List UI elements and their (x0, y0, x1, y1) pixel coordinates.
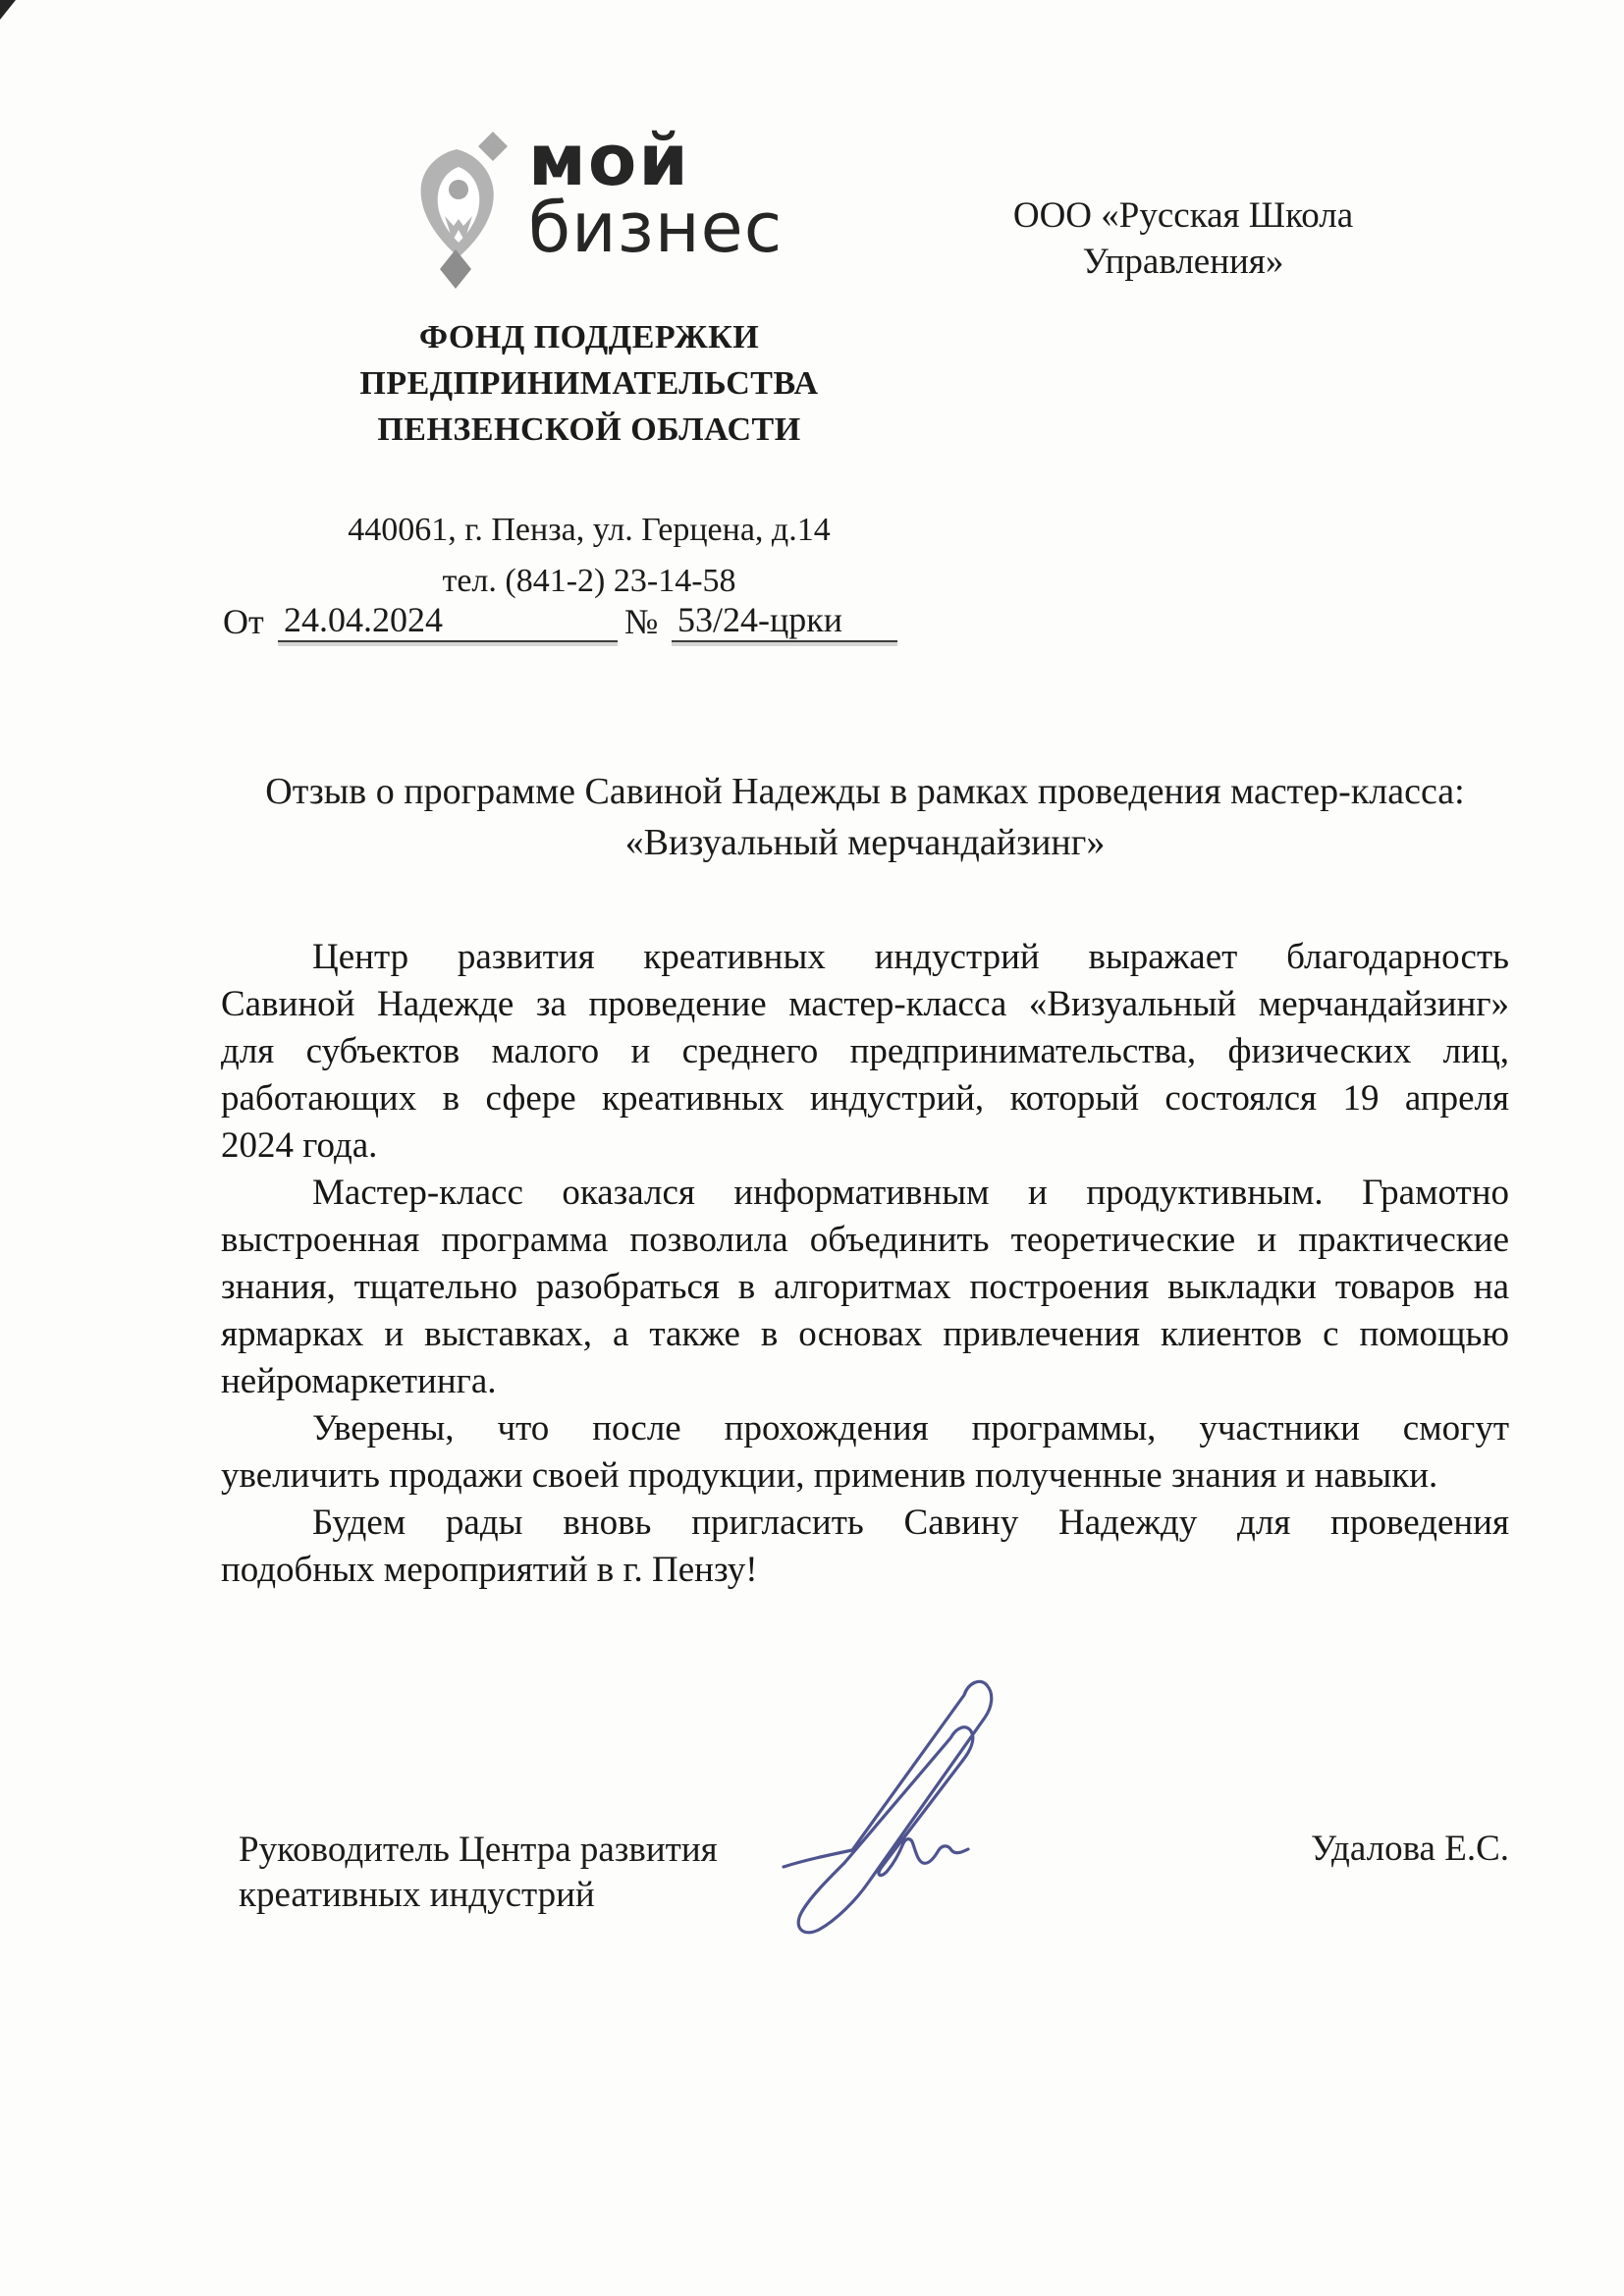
sender-name-line-2: ПРЕДПРИНИМАТЕЛЬСТВА (359, 365, 819, 402)
document-title-line-1: Отзыв о программе Савиной Надежды в рамках проведения мастер-класса: (265, 771, 1465, 812)
signer-role (239, 1828, 718, 1918)
signer-name: Удалова Е.С. (1311, 1829, 1509, 1869)
handwritten-signature (758, 1663, 1033, 1957)
logo-word-moy: мой (528, 119, 690, 201)
signer-role-line-1: Руководитель Центра развития (239, 1830, 718, 1870)
body-line: подобных мероприятий в г. Пензу! (221, 1550, 758, 1590)
body-line: ярмарках и выставках, а также в основах привлечения клиентов с помощью (221, 1314, 1509, 1354)
recipient-block (972, 192, 1394, 285)
sender-name-line-3: ПЕНЗЕНСКОЙ ОБЛАСТИ (377, 411, 801, 448)
reference-line (0, 601, 1624, 648)
body-line: Мастер-класс оказался информативным и продуктивным. Грамотно (312, 1173, 1509, 1213)
logo-wordmark (528, 119, 784, 268)
letter-number-field (672, 599, 897, 642)
paragraph (221, 934, 1509, 1170)
sender-address: 440061, г. Пенза, ул. Герцена, д.14 (348, 512, 831, 548)
scan-corner-artifact (0, 0, 16, 20)
body-line: Будем рады вновь пригласить Савину Надежду для проведения (312, 1503, 1509, 1543)
from-label: От (223, 602, 264, 641)
recipient-line-2: Управления» (1082, 242, 1284, 282)
number-label: № (624, 602, 659, 641)
signer-role-line-2: креативных индустрий (239, 1875, 595, 1915)
document-title (221, 766, 1509, 868)
body-line: Центр развития креативных индустрий выражает благодарность (312, 937, 1509, 977)
body-line: знания, тщательно разобраться в алгоритмах построения выкладки товаров на (221, 1267, 1509, 1307)
sender-phone: тел. (841-2) 23-14-58 (442, 563, 736, 599)
letter-date-field (278, 599, 618, 642)
body-line: 2024 года. (221, 1125, 378, 1166)
letter-number: 53/24-црки (677, 600, 843, 639)
body-line: выстроенная программа позволила объединить теоретические и практические (221, 1220, 1509, 1260)
sender-name-block (236, 314, 943, 453)
logo-word-biznes: бизнес (528, 188, 784, 268)
letter-date: 24.04.2024 (284, 600, 443, 639)
document-title-line-2: «Визуальный мерчандайзинг» (624, 822, 1106, 863)
sender-contacts-block (236, 505, 943, 607)
paragraph (221, 1405, 1509, 1500)
paragraph (221, 1170, 1509, 1405)
body-line: увеличить продажи своей продукции, применив полученные знания и навыки. (221, 1455, 1438, 1496)
sender-name-line-1: ФОНД ПОДДЕРЖКИ (418, 319, 760, 355)
body-line: Уверены, что после прохождения программы, участники смогут (312, 1408, 1509, 1449)
paragraph (221, 1500, 1509, 1594)
body-line: Савиной Надежде за проведение мастер-класса «Визуальный мерчандайзинг» (221, 984, 1509, 1024)
body-line: нейромаркетинга. (221, 1361, 497, 1401)
rocket-icon (412, 126, 511, 295)
recipient-line-1: ООО «Русская Школа (1012, 195, 1354, 236)
body-line: для субъектов малого и среднего предпринимательства, физических лиц, (221, 1031, 1509, 1071)
letter-body (221, 934, 1509, 1594)
body-line: работающих в сфере креативных индустрий, который состоялся 19 апреля (221, 1078, 1509, 1119)
